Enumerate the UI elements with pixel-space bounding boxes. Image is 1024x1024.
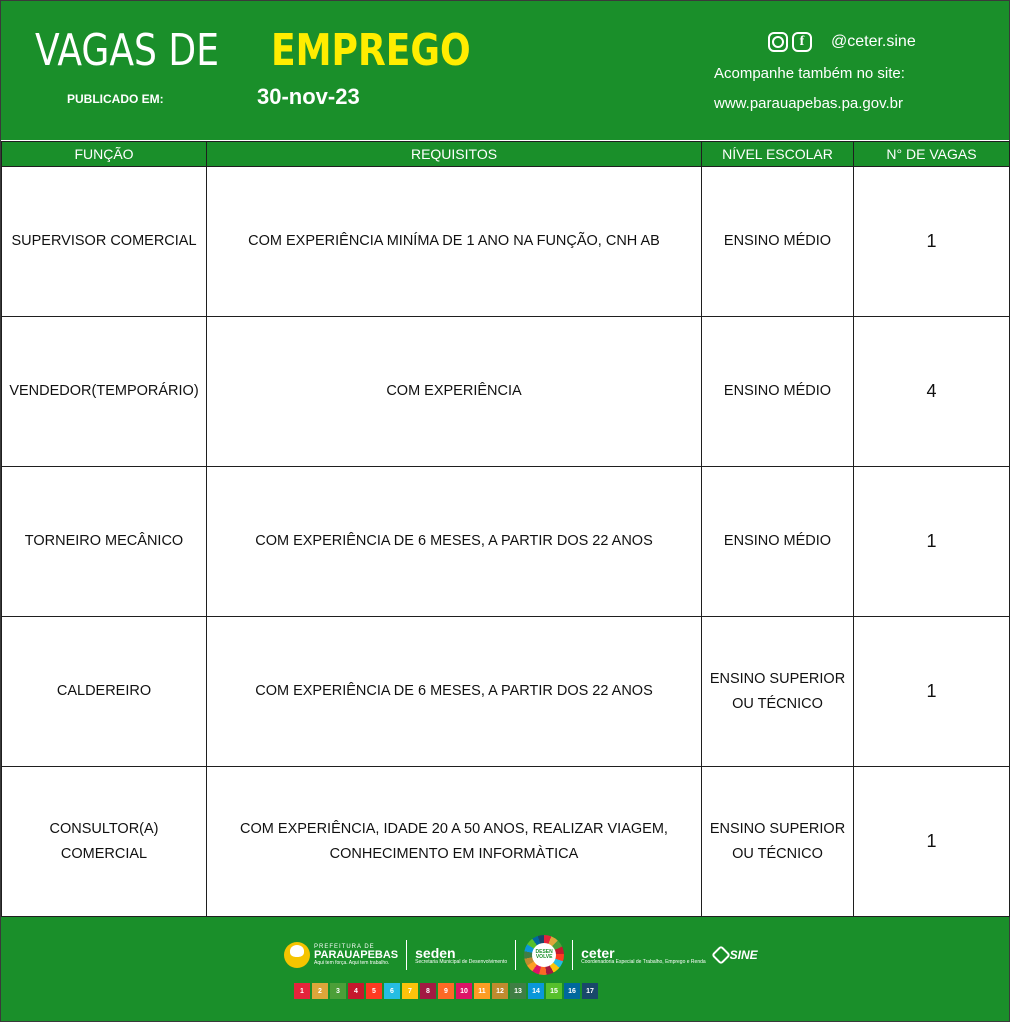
sine-logo <box>714 948 758 962</box>
table-row <box>2 167 1010 317</box>
cell-requisitos: COM EXPERIÊNCIA <box>207 317 702 467</box>
prefeitura-emblem-icon <box>284 942 310 968</box>
title-emprego: EMPREGO <box>271 25 471 76</box>
published-date: 30-nov-23 <box>257 84 360 109</box>
logo-divider <box>515 940 516 970</box>
follow-text: Acompanhe também no site: <box>714 65 905 82</box>
facebook-icon[interactable]: f <box>792 32 812 52</box>
cell-nivel: ENSINO SUPERIOR OU TÉCNICO <box>702 617 854 767</box>
prefeitura-tagline: Aqui tem força. Aqui tem trabalho. <box>314 960 390 966</box>
cell-funcao: SUPERVISOR COMERCIAL <box>2 167 207 317</box>
ods-goal-tile: 12 <box>492 983 508 999</box>
ods-goal-tile: 11 <box>474 983 490 999</box>
table-row <box>2 467 1010 617</box>
cell-nivel: ENSINO MÉDIO <box>702 467 854 617</box>
ods-goal-tile: 14 <box>528 983 544 999</box>
cell-funcao: CONSULTOR(A) COMERCIAL <box>2 767 207 917</box>
table-row <box>2 767 1010 917</box>
seden-logo <box>415 946 507 965</box>
cell-requisitos: COM EXPERIÊNCIA DE 6 MESES, A PARTIR DOS 22 ANOS <box>207 617 702 767</box>
cell-requisitos: COM EXPERIÊNCIA, IDADE 20 A 50 ANOS, REALIZAR VIAGEM, CONHECIMENTO EM INFORMÀTICA <box>207 767 702 917</box>
cell-vagas: 1 <box>854 767 1010 917</box>
prefeitura-small-text: PREFEITURA DE <box>314 944 375 950</box>
ods-goal-tile: 13 <box>510 983 526 999</box>
cell-vagas: 1 <box>854 167 1010 317</box>
table-row <box>2 317 1010 467</box>
logo-divider <box>572 940 573 970</box>
partner-logos <box>284 935 758 975</box>
ods-goal-tile: 17 <box>582 983 598 999</box>
ods-goal-tile: 16 <box>564 983 580 999</box>
title-vagas-de: VAGAS DE <box>35 25 220 76</box>
ods-goal-tile: 6 <box>384 983 400 999</box>
social-icons <box>768 32 812 52</box>
cell-funcao: VENDEDOR(TEMPORÁRIO) <box>2 317 207 467</box>
cell-nivel: ENSINO SUPERIOR OU TÉCNICO <box>702 767 854 917</box>
cell-requisitos: COM EXPERIÊNCIA DE 6 MESES, A PARTIR DOS 22 ANOS <box>207 467 702 617</box>
ceter-name: ceter <box>581 944 615 961</box>
prefeitura-logo <box>284 942 398 968</box>
ods-goals-row <box>294 983 598 999</box>
column-header-nivel: NÍVEL ESCOLAR <box>702 142 854 167</box>
ceter-logo <box>581 946 706 965</box>
social-handle[interactable]: @ceter.sine <box>831 33 916 50</box>
cell-vagas: 4 <box>854 317 1010 467</box>
ods-goal-tile: 15 <box>546 983 562 999</box>
column-header-requisitos: REQUISITOS <box>207 142 702 167</box>
header-banner <box>1 1 1009 140</box>
column-header-vagas: N° DE VAGAS <box>854 142 1010 167</box>
ods-center-text: DESEN VOLVE <box>532 943 556 967</box>
prefeitura-name: PARAUAPEBAS <box>314 949 399 961</box>
cell-nivel: ENSINO MÉDIO <box>702 167 854 317</box>
footer-banner <box>1 917 1009 1021</box>
ods-goal-tile: 10 <box>456 983 472 999</box>
table-row <box>2 617 1010 767</box>
cell-nivel: ENSINO MÉDIO <box>702 317 854 467</box>
cell-funcao: TORNEIRO MECÂNICO <box>2 467 207 617</box>
seden-name: seden <box>415 944 456 961</box>
ods-goal-tile: 1 <box>294 983 310 999</box>
sine-emblem-icon <box>711 945 731 965</box>
table-header-row <box>2 142 1010 167</box>
seden-subtitle: Secretaria Municipal de Desenvolvimento <box>415 958 508 965</box>
site-url[interactable]: www.parauapebas.pa.gov.br <box>714 95 904 112</box>
ods-goal-tile: 4 <box>348 983 364 999</box>
ceter-subtitle: Coordenadoria Especial de Trabalho, Emprego e Renda <box>581 958 706 965</box>
ods-goal-tile: 9 <box>438 983 454 999</box>
ods-goal-tile: 5 <box>366 983 382 999</box>
ods-goal-tile: 2 <box>312 983 328 999</box>
logo-divider <box>406 940 407 970</box>
job-table <box>1 141 1010 917</box>
cell-vagas: 1 <box>854 617 1010 767</box>
sine-name: SINE <box>729 948 758 962</box>
cell-vagas: 1 <box>854 467 1010 617</box>
instagram-icon[interactable] <box>768 32 788 52</box>
column-header-funcao: FUNÇÃO <box>2 142 207 167</box>
cell-requisitos: COM EXPERIÊNCIA MINÍMA DE 1 ANO NA FUNÇÃO, CNH AB <box>207 167 702 317</box>
ods-goal-tile: 8 <box>420 983 436 999</box>
ods-wheel-icon <box>524 935 564 975</box>
cell-funcao: CALDEREIRO <box>2 617 207 767</box>
published-label: PUBLICADO EM: <box>67 92 164 106</box>
ods-goal-tile: 3 <box>330 983 346 999</box>
ods-goal-tile: 7 <box>402 983 418 999</box>
